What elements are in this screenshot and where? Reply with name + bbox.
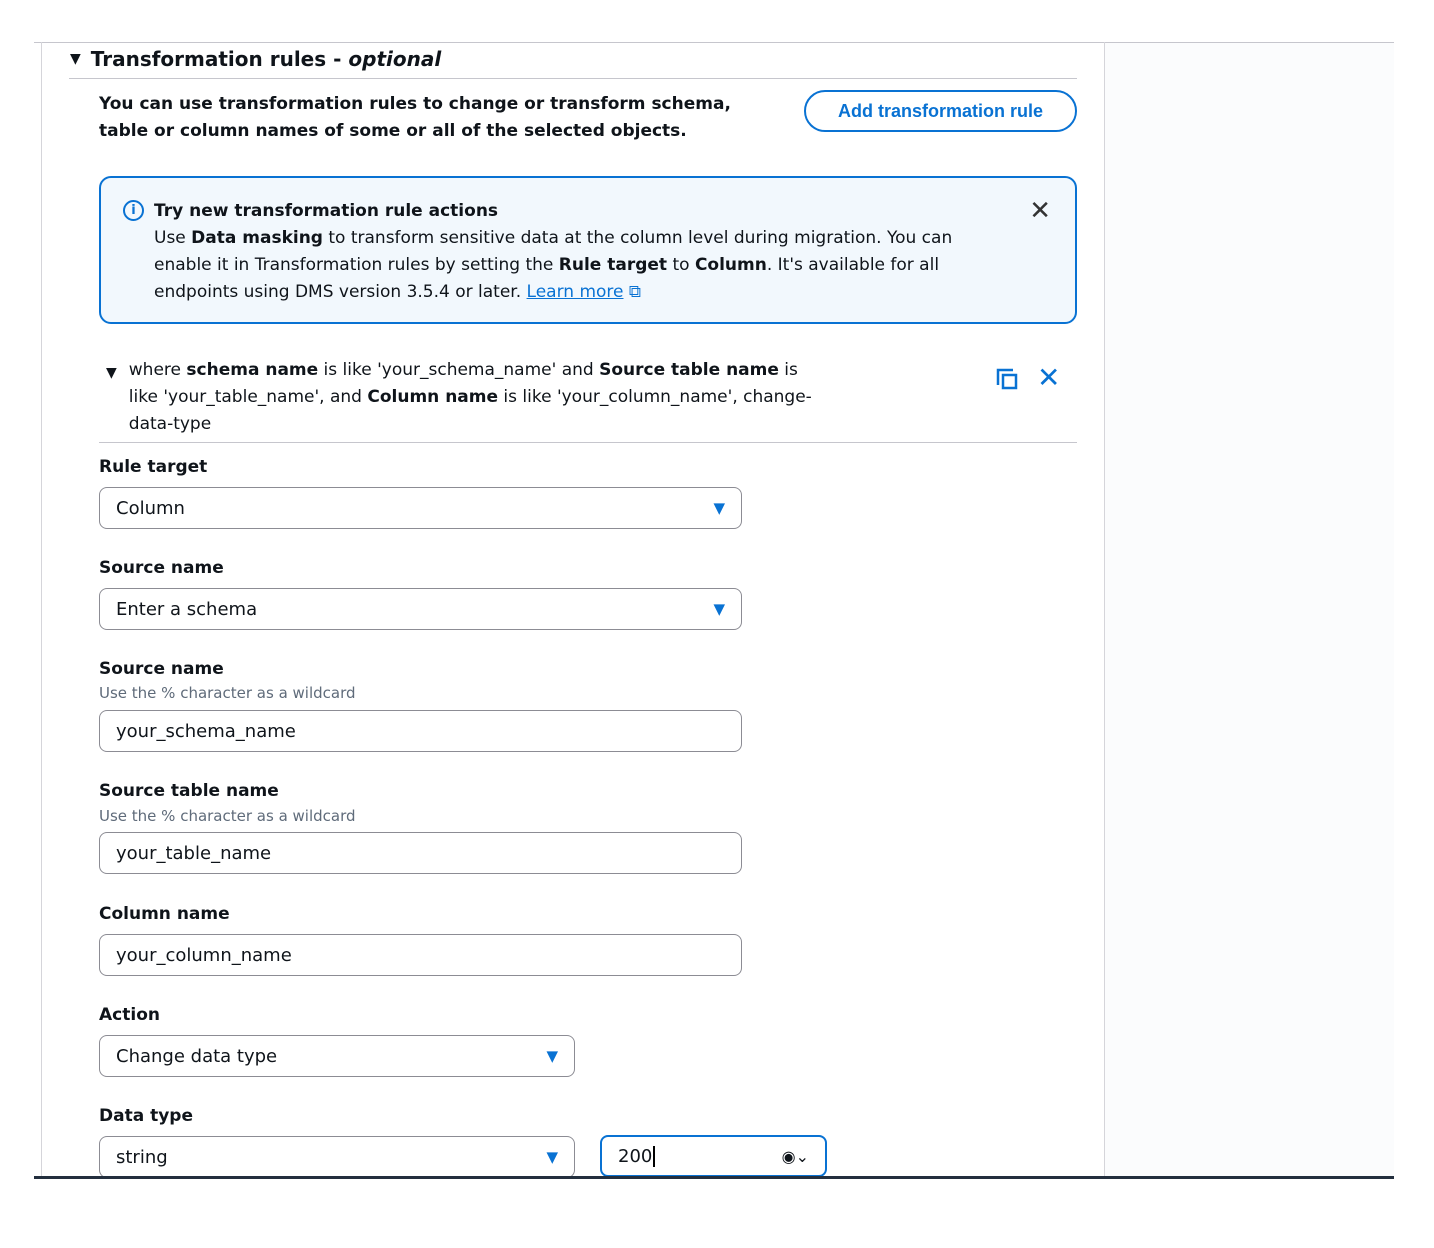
alert-title: Try new transformation rule actions (154, 201, 499, 221)
password-manager-icon[interactable]: ◉⌄ (781, 1146, 809, 1166)
rule-summary[interactable] (106, 357, 826, 438)
copy-icon[interactable] (995, 367, 1019, 391)
source-table-input[interactable]: your_table_name (99, 832, 742, 874)
section-title: Transformation rules - optional (90, 47, 442, 71)
rule-target-select[interactable]: Column ▼ (99, 487, 742, 529)
caret-down-icon: ▼ (713, 499, 725, 517)
divider (34, 1176, 1394, 1179)
close-icon[interactable]: ✕ (1029, 196, 1051, 226)
rule-target-label: Rule target (99, 457, 208, 477)
section-description: You can use transformation rules to change or transform schema, table or column names of some or all of the selected objects. (99, 94, 731, 141)
rule-description: where schema name is like 'your_schema_name' and Source table name is like 'your_table_name', and Column name is like 'your_column_name', change-data-type (128, 360, 812, 434)
side-panel (1105, 43, 1394, 1177)
divider (99, 442, 1077, 443)
source-name-input[interactable]: your_schema_name (99, 710, 742, 752)
action-label: Action (99, 1005, 160, 1025)
source-name-label: Source name (99, 659, 224, 679)
info-alert (99, 176, 1077, 324)
divider (69, 78, 1077, 79)
source-table-hint: Use the % character as a wildcard (99, 807, 356, 825)
data-type-select[interactable]: string ▼ (99, 1136, 575, 1176)
caret-down-icon: ▼ (713, 600, 725, 618)
data-type-label: Data type (99, 1106, 194, 1126)
info-icon: i (123, 200, 144, 221)
source-schema-select[interactable]: Enter a schema ▼ (99, 588, 742, 630)
caret-down-icon: ▼ (546, 1148, 558, 1166)
source-schema-label: Source name (99, 558, 224, 578)
remove-rule-icon[interactable]: ✕ (1037, 361, 1061, 394)
source-name-hint: Use the % character as a wildcard (99, 684, 356, 702)
external-link-icon[interactable]: ⧉ (628, 282, 642, 302)
add-transformation-rule-button[interactable]: Add transformation rule (804, 90, 1077, 132)
caret-down-icon[interactable]: ▼ (70, 51, 81, 67)
divider (1104, 42, 1105, 1177)
learn-more-link[interactable]: Learn more (526, 282, 624, 302)
caret-down-icon[interactable]: ▼ (106, 365, 117, 381)
transformation-rules-section (42, 43, 1104, 1176)
length-input[interactable]: 200 ◉⌄ (600, 1135, 827, 1176)
source-table-label: Source table name (99, 781, 279, 801)
column-name-label: Column name (99, 904, 230, 924)
column-name-input[interactable]: your_column_name (99, 934, 742, 976)
section-header[interactable] (70, 47, 441, 71)
caret-down-icon: ▼ (546, 1047, 558, 1065)
alert-text: Use Data masking to transform sensitive data at the column level during migration. You can enable it in Transformation rules by setting the Rule target to Column. It's available for all endpoints using DMS version 3.5.4 or later. Learn more ⧉ (154, 228, 953, 302)
action-select[interactable]: Change data type ▼ (99, 1035, 575, 1077)
